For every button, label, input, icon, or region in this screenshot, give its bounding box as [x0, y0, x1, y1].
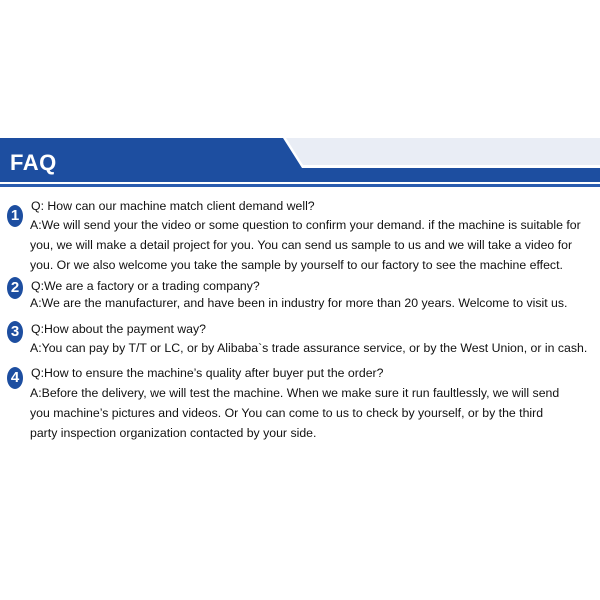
question-3: Q:How about the payment way?: [31, 322, 206, 336]
answer-2: [30, 293, 590, 313]
number-badge-3: 3: [7, 321, 23, 343]
answer-1-line-1: A:We will send your the video or some question to confirm your demand. if the machine is suitable for: [30, 218, 581, 232]
answer-3: [30, 338, 590, 358]
answer-2-line-1: A:We are the manufacturer, and have been in industry for more than 20 years. Welcome to visit us.: [30, 296, 568, 310]
faq-banner: [0, 138, 600, 194]
answer-4-line-3: party inspection organization contacted by your side.: [30, 426, 317, 440]
page-title: FAQ: [10, 150, 57, 175]
answer-3-line-1: A:You can pay by T/T or LC, or by Alibaba`s trade assurance service, or by the West Union, or in cash.: [30, 341, 588, 355]
number-badge-2: 2: [7, 277, 23, 299]
answer-4-line-2: you machine’s pictures and videos. Or You can come to us to check by yourself, or by the third: [30, 406, 544, 420]
question-2: Q:We are a factory or a trading company?: [31, 279, 260, 293]
answer-4: [30, 383, 590, 443]
number-badge-1: 1: [7, 205, 23, 227]
answer-1-line-2: you, we will make a detail project for you. You can send us sample to us and we will take a video for: [30, 238, 573, 252]
question-4: Q:How to ensure the machine’s quality after buyer put the order?: [31, 366, 384, 380]
answer-4-line-1: A:Before the delivery, we will test the machine. When we make sure it run faultlessly, we will send: [30, 386, 560, 400]
answer-1-line-3: you. Or we also welcome you take the sample by yourself to our factory to see the machine effect.: [30, 258, 563, 272]
banner-background: [0, 138, 600, 194]
question-1: Q: How can our machine match client demand well?: [31, 199, 315, 213]
answer-1: [30, 215, 590, 275]
number-badge-4: 4: [7, 367, 23, 389]
